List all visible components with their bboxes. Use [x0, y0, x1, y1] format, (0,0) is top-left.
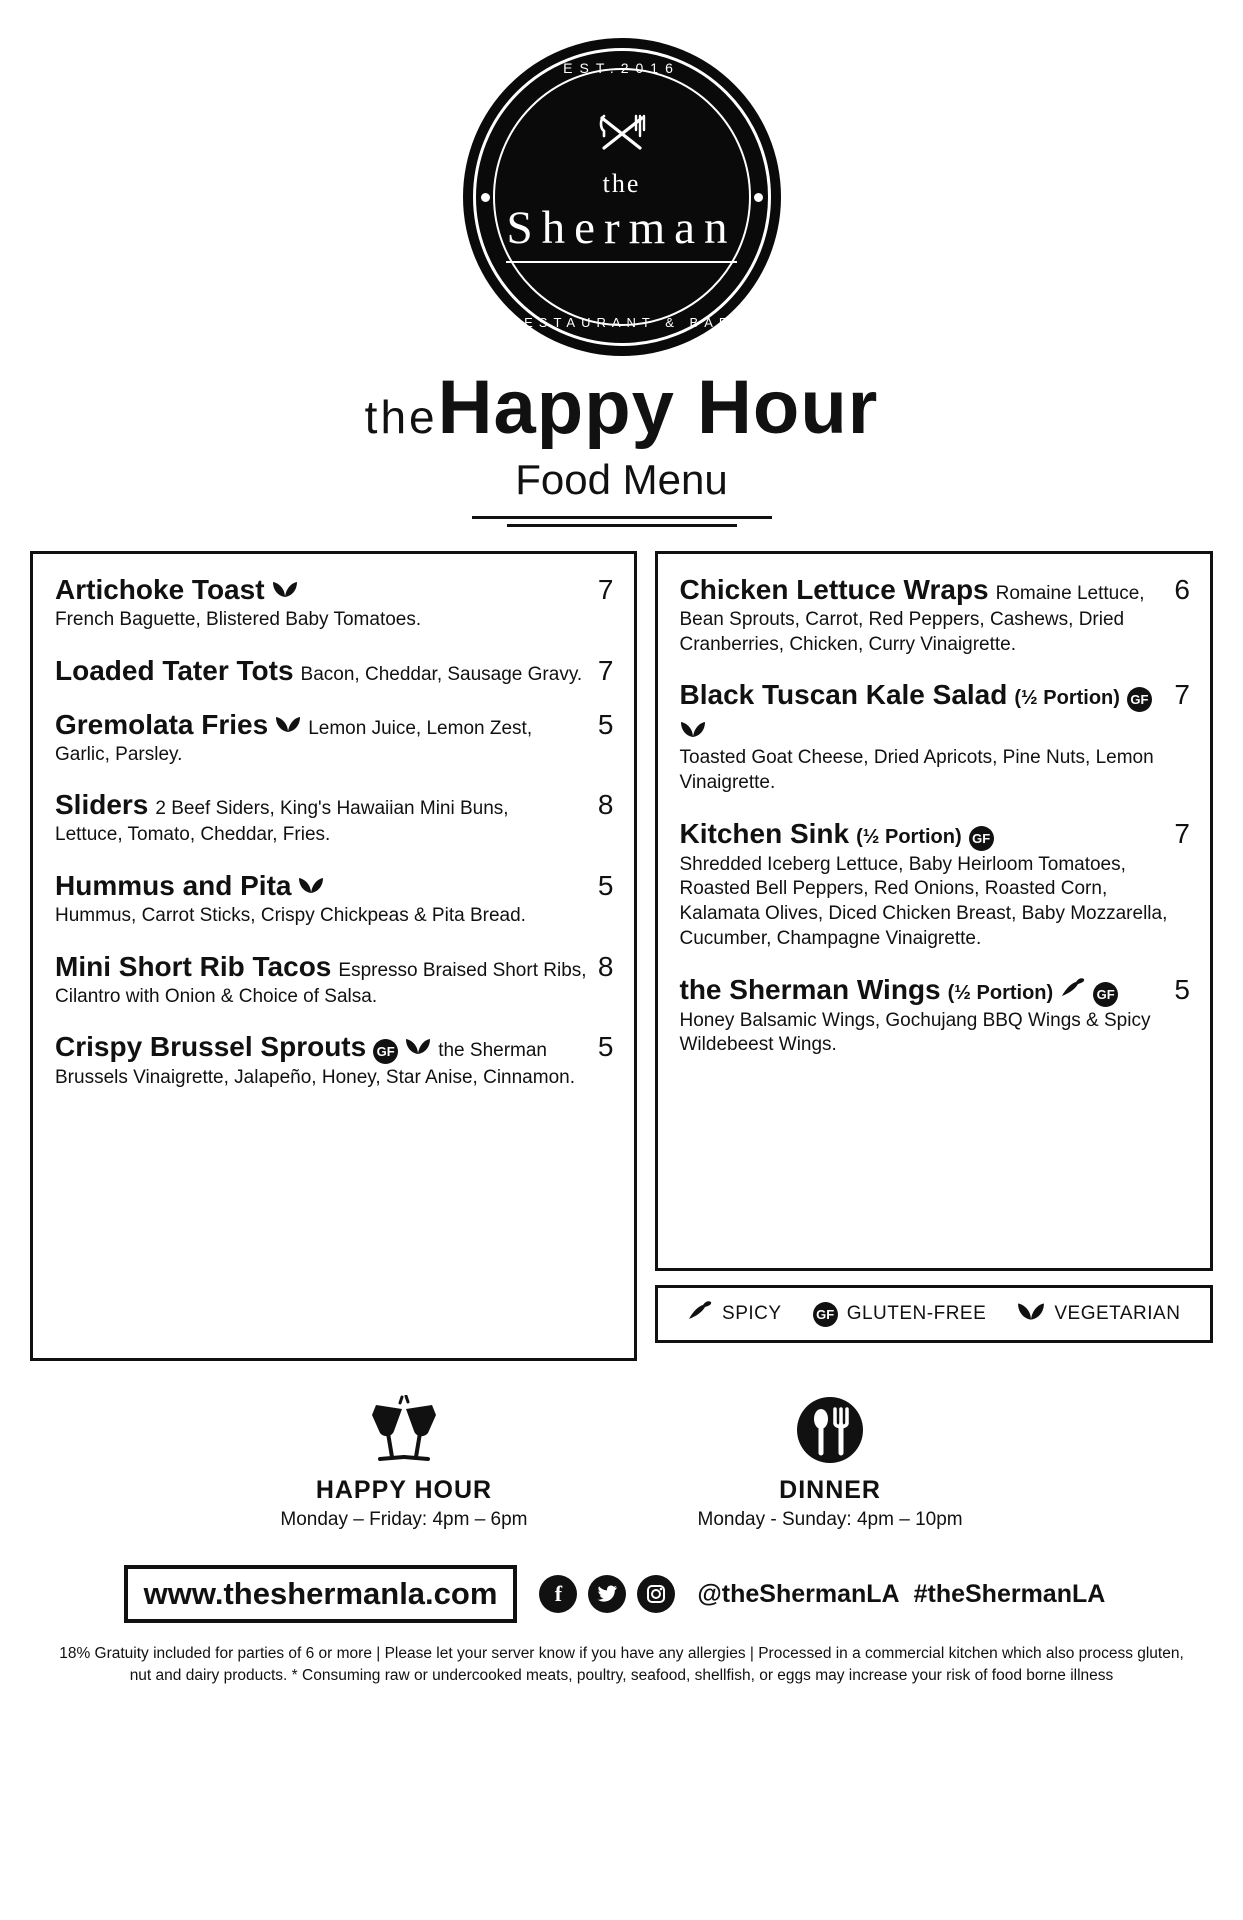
disclaimer-line-2: nut and dairy products. * Consuming raw or undercooked meats, poultry, seafood, shellfish, or eggs may increase your risk of food borne illness — [129, 1667, 1114, 1685]
menu-column-left — [30, 551, 637, 1361]
legend — [655, 1285, 1214, 1343]
vegetarian-icon — [680, 719, 706, 744]
footer — [30, 1565, 1213, 1623]
item-name: Chicken Lettuce Wraps — [679, 574, 989, 605]
item-name: Kitchen Sink — [679, 817, 850, 849]
instagram-icon[interactable] — [637, 1575, 675, 1613]
menu-item — [680, 679, 1191, 795]
menu-item — [55, 1031, 614, 1091]
item-description: Lettuce, Tomato, Cheddar, Fries. — [55, 824, 331, 846]
item-description: Cilantro with Onion & Choice of Salsa. — [55, 985, 378, 1007]
vegetarian-icon — [405, 1036, 431, 1061]
item-inline-description: 2 Beef Siders, King's Hawaiian Mini Buns, — [155, 798, 509, 820]
item-name: Hummus and Pita — [55, 870, 292, 902]
item-inline-description: the Sherman — [438, 1040, 547, 1062]
title-divider — [30, 516, 1213, 527]
item-description: Shredded Iceberg Lettuce, Baby Heirloom Tomatoes, Roasted Bell Peppers, Red Onions, Roasted Corn, Kalamata Olives, Diced Chicken Breast, Baby Mozzarella, Cucumber, Champagne Vinaigrette. — [679, 853, 1168, 949]
page-subtitle: Food Menu — [515, 456, 728, 503]
item-description: Honey Balsamic Wings, Gochujang BBQ Wings & Spicy Wildebeest Wings. — [679, 1009, 1151, 1056]
hours-title: HAPPY HOUR — [315, 1476, 493, 1504]
item-name: Crispy Brussel Sprouts — [55, 1031, 367, 1063]
logo-name-text: Sherman — [506, 201, 736, 263]
menu-item — [55, 655, 614, 687]
spicy-icon — [687, 1300, 713, 1328]
hours-time: Monday – Friday: 4pm – 6pm — [280, 1509, 528, 1530]
item-description: Brussels Vinaigrette, Jalapeño, Honey, Star Anise, Cinnamon. — [55, 1067, 575, 1089]
item-portion: (½ Portion) — [1014, 687, 1120, 710]
menu-item — [680, 974, 1191, 1058]
item-price: 8 — [597, 950, 614, 982]
menu-item — [55, 789, 614, 848]
logo-ring-inner — [493, 68, 751, 326]
item-price: 5 — [597, 1031, 614, 1063]
item-inline-description: Lemon Juice, Lemon Zest, — [308, 717, 533, 739]
disclaimer — [30, 1643, 1213, 1688]
title-main: Happy Hour — [437, 365, 879, 450]
cheers-glasses-icon — [280, 1395, 527, 1470]
item-portion: (½ Portion) — [947, 981, 1054, 1004]
item-name: Mini Short Rib Tacos — [55, 950, 332, 982]
menu-item — [55, 870, 614, 929]
menu-right-wrapper — [655, 551, 1214, 1343]
item-description: Toasted Goat Cheese, Dried Apricots, Pine Nuts, Lemon Vinaigrette. — [679, 747, 1154, 794]
hours-dinner — [698, 1395, 963, 1531]
hashtag-text: #theShermanLA — [913, 1579, 1106, 1608]
item-inline-description: Espresso Braised Short Ribs, — [338, 959, 587, 981]
hours-time: Monday - Sunday: 4pm – 10pm — [697, 1509, 963, 1530]
item-description: Hummus, Carrot Sticks, Crispy Chickpeas & Pita Bread. — [55, 905, 526, 927]
item-price: 7 — [597, 574, 614, 605]
legend-item-gluten-free — [813, 1302, 987, 1327]
item-price: 7 — [1174, 679, 1190, 711]
item-name: Gremolata Fries — [55, 708, 269, 740]
vegetarian-icon — [298, 875, 324, 900]
divider-line-2 — [507, 524, 737, 527]
website-link[interactable]: www.theshermanla.com — [124, 1565, 518, 1623]
facebook-icon[interactable]: f — [539, 1575, 577, 1613]
vegetarian-icon — [275, 714, 301, 739]
item-name: the Sherman Wings — [679, 973, 941, 1005]
gluten-free-icon: GF — [969, 826, 994, 851]
legend-label: GLUTEN-FREE — [846, 1303, 987, 1324]
hours-title: DINNER — [779, 1476, 881, 1504]
menu-item — [55, 951, 614, 1010]
hours-section — [30, 1395, 1213, 1531]
logo-est-text: EST.2016 — [563, 60, 680, 76]
item-description: Bean Sprouts, Carrot, Red Peppers, Cashews, Dried Cranberries, Chicken, Curry Vinaigrette. — [679, 609, 1125, 655]
legend-item-vegetarian — [1017, 1300, 1180, 1328]
menu-item — [680, 574, 1191, 657]
menu-item — [680, 818, 1191, 952]
item-price: 7 — [597, 654, 614, 686]
logo-dot-right — [754, 193, 763, 202]
item-portion: (½ Portion) — [856, 825, 962, 848]
social-icons — [539, 1575, 675, 1613]
title-prefix: the — [364, 391, 438, 443]
vegetarian-icon — [1017, 1300, 1045, 1328]
page-title — [30, 365, 1213, 450]
logo-dot-left — [481, 193, 490, 202]
vegetarian-icon — [272, 579, 298, 604]
item-price: 6 — [1174, 574, 1190, 605]
item-description: Garlic, Parsley. — [55, 743, 183, 765]
logo-container — [30, 0, 1213, 356]
disclaimer-line-1: 18% Gratuity included for parties of 6 or more | Please let your server know if you have any allergies | Processed in a commercial kitchen which also process gluten, — [59, 1645, 1184, 1662]
hours-happy-hour — [280, 1395, 527, 1531]
item-name: Sliders — [55, 789, 149, 821]
gluten-free-icon: GF — [373, 1039, 398, 1064]
social-handles — [697, 1580, 1119, 1609]
handle-text: @theShermanLA — [697, 1579, 900, 1608]
item-name: Loaded Tater Tots — [55, 654, 294, 686]
item-description: French Baguette, Blistered Baby Tomatoes. — [55, 609, 422, 630]
sherman-logo — [463, 38, 781, 356]
gluten-free-icon: GF — [813, 1302, 838, 1327]
item-name: Black Tuscan Kale Salad — [679, 679, 1008, 711]
item-price: 7 — [1174, 817, 1190, 849]
item-price: 5 — [597, 870, 614, 902]
menu-column-right — [655, 551, 1214, 1271]
legend-item-spicy — [687, 1300, 782, 1328]
item-price: 5 — [597, 708, 614, 740]
menu-item — [55, 574, 614, 633]
item-inline-description: Bacon, Cheddar, Sausage Gravy. — [300, 663, 583, 685]
spoon-fork-circle-icon — [698, 1395, 963, 1470]
logo-the-text: the — [602, 168, 641, 198]
item-inline-description: Romaine Lettuce, — [995, 583, 1145, 604]
item-price: 5 — [1174, 973, 1190, 1005]
logo-bottom-text: RESTAURANT & BAR — [508, 315, 735, 330]
menu-item — [55, 709, 614, 768]
legend-label: SPICY — [722, 1303, 782, 1324]
item-price: 8 — [597, 789, 614, 821]
legend-label: VEGETARIAN — [1054, 1303, 1181, 1324]
item-name: Artichoke Toast — [55, 574, 265, 605]
gluten-free-icon: GF — [1093, 982, 1118, 1007]
divider-line-1 — [472, 516, 772, 519]
spicy-icon — [1060, 977, 1086, 1004]
menu-columns — [30, 551, 1213, 1361]
twitter-icon[interactable] — [588, 1575, 626, 1613]
gluten-free-icon: GF — [1127, 687, 1152, 712]
